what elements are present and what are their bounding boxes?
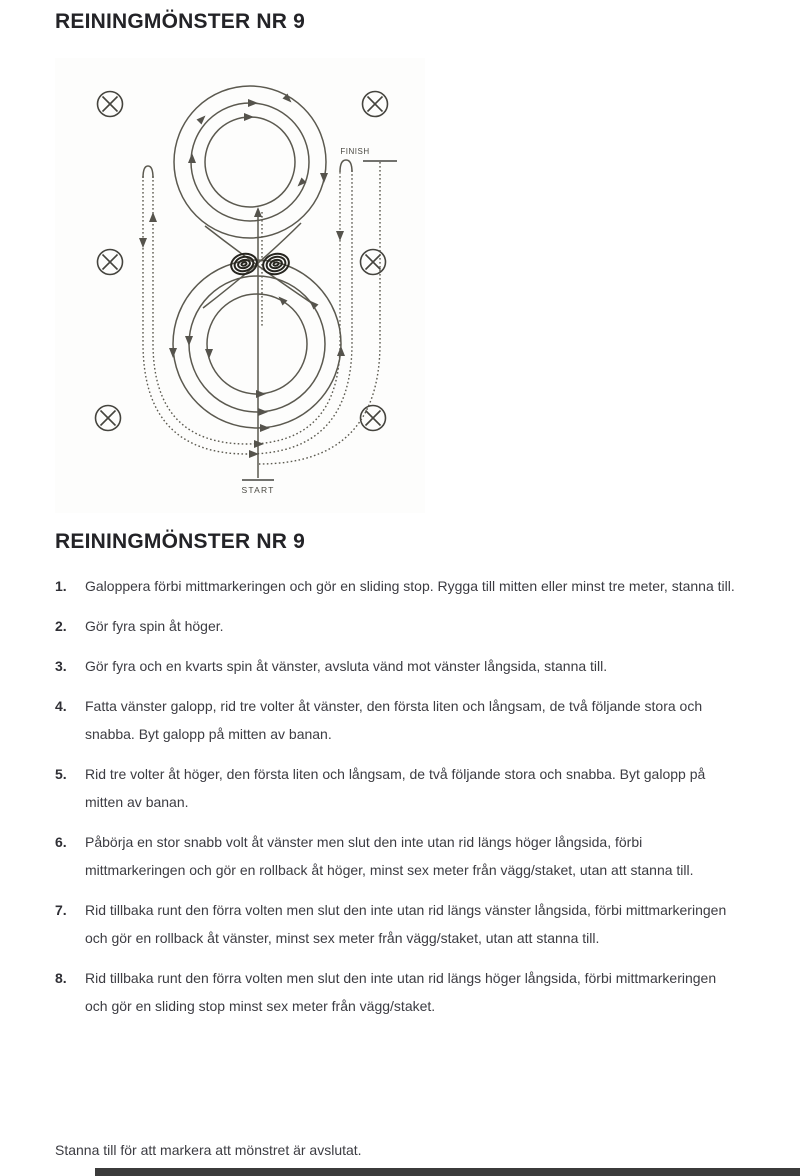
instruction-item (55, 896, 755, 952)
instruction-text: Rid tillbaka runt den förra volten men slut den inte utan rid längs vänster långsida, förbi mittmarkeringen och gör en rollback åt vänster, minst sex meter från vägg/staket, utan att stanna till. (85, 902, 727, 946)
diagram-paper (55, 58, 425, 513)
instruction-text: Fatta vänster galopp, rid tre volter åt vänster, den första liten och långsam, de två följande stora och snabba. Byt galopp på mitten av banan. (85, 698, 703, 742)
instruction-item (55, 612, 755, 640)
pattern-svg (55, 58, 425, 513)
instruction-item (55, 572, 755, 600)
finish-label: FINISH (340, 147, 370, 156)
instruction-number: 6. (55, 834, 67, 850)
instruction-number: 4. (55, 698, 67, 714)
instruction-item (55, 760, 755, 816)
instruction-text: Gör fyra spin åt höger. (85, 618, 224, 634)
instruction-list (55, 572, 755, 1032)
instruction-item (55, 652, 755, 680)
instruction-number: 2. (55, 618, 67, 634)
instruction-item (55, 692, 755, 748)
instruction-item (55, 828, 755, 884)
instruction-number: 3. (55, 658, 67, 674)
instruction-text: Rid tillbaka runt den förra volten men slut den inte utan rid längs höger långsida, förbi mittmarkeringen och gör en sliding stop minst sex meter från vägg/staket. (85, 970, 717, 1014)
closing-note: Stanna till för att markera att mönstret är avslutat. (55, 1142, 362, 1158)
section-heading: REININGMÖNSTER NR 9 (55, 530, 305, 553)
instruction-text: Gör fyra och en kvarts spin åt vänster, avsluta vänd mot vänster långsida, stanna till. (85, 658, 608, 674)
instruction-number: 5. (55, 766, 67, 782)
instruction-number: 7. (55, 902, 67, 918)
instruction-number: 1. (55, 578, 67, 594)
instruction-text: Påbörja en stor snabb volt åt vänster men slut den inte utan rid längs höger långsida, förbi mittmarkeringen och gör en rollback åt höger, minst sex meter från vägg/staket, utan att stanna till. (85, 834, 694, 878)
start-label: START (241, 485, 275, 495)
reining-pattern-diagram (55, 58, 425, 513)
instruction-text: Galoppera förbi mittmarkeringen och gör en sliding stop. Rygga till mitten eller minst tre meter, stanna till. (85, 578, 735, 594)
page-title: REININGMÖNSTER NR 9 (55, 10, 305, 33)
instruction-item (55, 964, 755, 1020)
next-page-table-edge (95, 1168, 800, 1176)
instruction-number: 8. (55, 970, 67, 986)
instruction-text: Rid tre volter åt höger, den första liten och långsam, de två följande stora och snabba. Byt galopp på mitten av banan. (85, 766, 706, 810)
